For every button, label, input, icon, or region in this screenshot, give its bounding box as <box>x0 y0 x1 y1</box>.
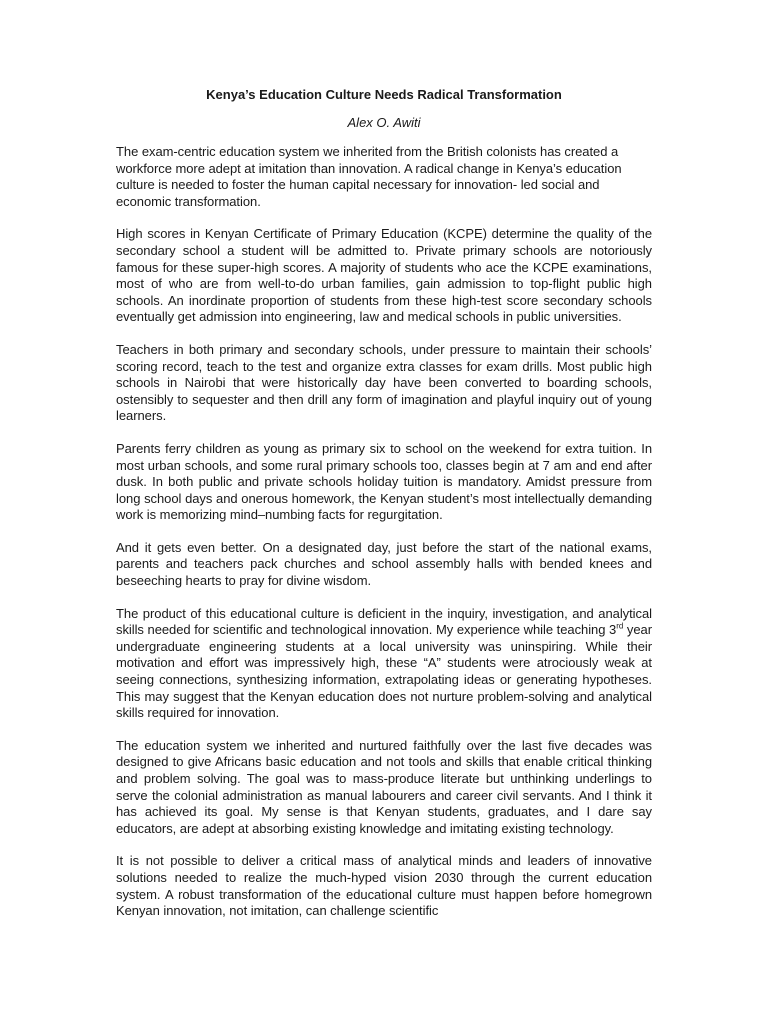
paragraph-8: It is not possible to deliver a critical mass of analytical minds and leaders of innovative solutions needed to realize the much-hyped vision 2030 through the current education system. A robust transformation of the educational culture must happen before homegrown Kenyan innovation, not imitation, can challenge scientific <box>116 853 652 919</box>
paragraph-3: Teachers in both primary and secondary schools, under pressure to maintain their schools’ scoring record, teach to the test and organize extra classes for exam drills. Most public high schools in Nairobi that were historically day have been converted to boarding schools, ostensibly to sequester and then drill any form of imagination and playful inquiry out of young learners. <box>116 341 652 424</box>
paragraph-7: The education system we inherited and nurtured faithfully over the last five decades was designed to give Africans basic education and not tools and skills that enable critical thinking and problem solving. The goal was to mass-produce literate but unthinking underlings to serve the colonial administration as manual labourers and career civil servants. And I think it has achieved its goal. My sense is that Kenyan students, graduates, and I dare say educators, are adept at absorbing existing knowledge and imitating existing technology. <box>116 737 652 836</box>
paragraph-6-part-1: The product of this educational culture is deficient in the inquiry, investigation, and analytical skills needed for scientific and technological innovation. My experience while teaching 3 <box>116 605 652 638</box>
ordinal-superscript: rd <box>616 621 624 631</box>
paragraph-6 <box>116 606 652 722</box>
paragraph-5: And it gets even better. On a designated day, just before the start of the national exams, parents and teachers pack churches and school assembly halls with bended knees and beseeching hearts to pray for divine wisdom. <box>116 539 652 589</box>
paragraph-2: High scores in Kenyan Certificate of Primary Education (KCPE) determine the quality of the secondary school a student will be admitted to. Private primary schools are notoriously famous for these super-high scores. A majority of students who ace the KCPE examinations, most of who are from well-to-do urban families, gain admission to top-flight public high schools. An inordinate proportion of students from these high-test score secondary schools eventually get admission into engineering, law and medical schools in public universities. <box>116 226 652 325</box>
paragraph-1: The exam-centric education system we inherited from the British colonists has created a workforce more adept at imitation than innovation. A radical change in Kenya’s education culture is needed to foster the human capital necessary for innovation- led social and economic transformation. <box>116 144 622 209</box>
document-author: Alex O. Awiti <box>347 115 421 130</box>
document-title: Kenya’s Education Culture Needs Radical Transformation <box>206 87 562 102</box>
paragraph-4: Parents ferry children as young as primary six to school on the weekend for extra tuition. In most urban schools, and some rural primary schools too, classes begin at 7 am and end after dusk. In both public and private schools holiday tuition is mandatory. Amidst pressure from long school days and onerous homework, the Kenyan student’s most intellectually demanding work is memorizing mind–numbing facts for regurgitation. <box>116 440 652 523</box>
paragraph-6-part-2: year undergraduate engineering students at a local university was uninspiring. While their motivation and effort was impressively high, these “A” students were atrociously weak at seeing connections, synthesizing information, extrapolating ideas or generating hypotheses. This may suggest that the Kenyan education does not nurture problem-solving and analytical skills required for innovation. <box>116 622 652 721</box>
